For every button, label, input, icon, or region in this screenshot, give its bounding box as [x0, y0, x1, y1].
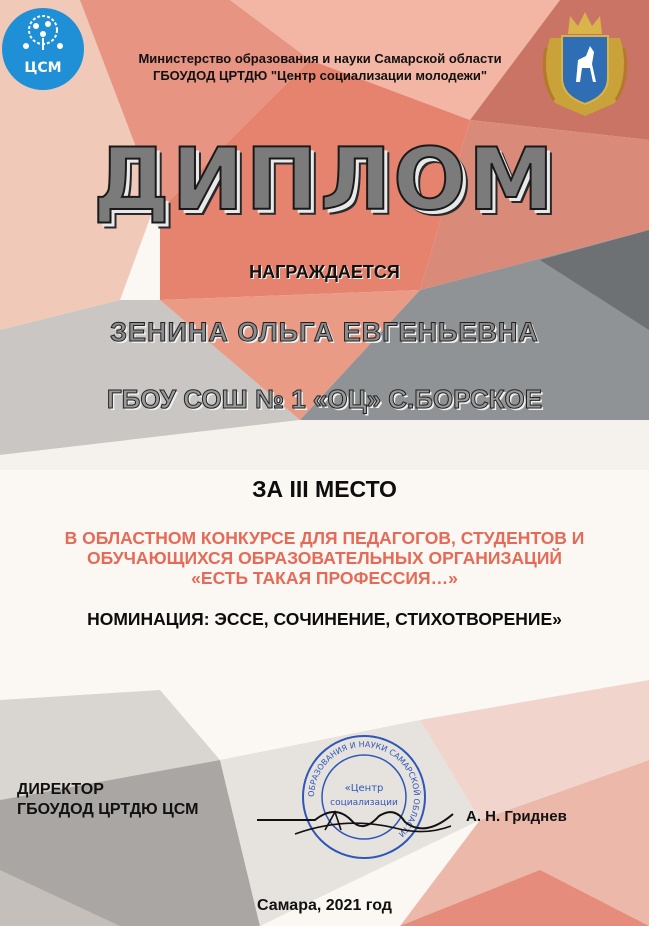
organization-header	[100, 50, 540, 84]
handwritten-signature	[255, 808, 455, 858]
director-title	[17, 780, 198, 820]
recipient-name: ЗЕНИНА ОЛЬГА ЕВГЕНЬЕВНА	[110, 317, 539, 347]
diploma-title: ДИПЛОМ	[93, 130, 556, 230]
nomination: НОМИНАЦИЯ: ЭССЕ, СОЧИНЕНИЕ, СТИХОТВОРЕНИЕ»	[87, 609, 562, 629]
contest-line-1: В ОБЛАСТНОМ КОНКУРСЕ ДЛЯ ПЕДАГОГОВ, СТУДЕНТОВ И	[64, 528, 585, 548]
director-title-line-2: ГБОУДОД ЦРТДЮ ЦСМ	[17, 801, 199, 818]
ministry-name: Министерство образования и науки Самарской области	[138, 51, 502, 66]
director-name: А. Н. Гриднев	[466, 808, 567, 825]
tree-icon	[2, 8, 84, 58]
contest-line-3: «ЕСТЬ ТАКАЯ ПРОФЕССИЯ…»	[191, 568, 458, 588]
stamp-center-2: социализации	[330, 798, 398, 808]
place-and-year: Самара, 2021 год	[257, 897, 392, 914]
stamp-center-1: «Центр	[344, 783, 384, 794]
logo-text: ЦСМ	[24, 60, 62, 76]
csm-logo	[2, 8, 84, 90]
director-title-line-1: ДИРЕКТОР	[17, 781, 104, 798]
contest-line-2: ОБУЧАЮЩИХСЯ ОБРАЗОВАТЕЛЬНЫХ ОРГАНИЗАЦИЙ	[87, 548, 562, 568]
recipient-school: ГБОУ СОШ № 1 «ОЦ» С.БОРСКОЕ	[106, 384, 543, 414]
samara-coat-of-arms-icon	[540, 8, 630, 120]
contest-description	[0, 528, 649, 588]
institution-name: ГБОУДОД ЦРТДЮ "Центр социализации молодежи"	[152, 68, 488, 83]
award-place: ЗА III МЕСТО	[252, 476, 397, 502]
awarded-label: НАГРАЖДАЕТСЯ	[249, 262, 400, 282]
stamp-ring-text: ОБРАЗОВАНИЯ И НАУКИ САМАРСКОЙ ОБЛАСТИ	[306, 739, 422, 839]
